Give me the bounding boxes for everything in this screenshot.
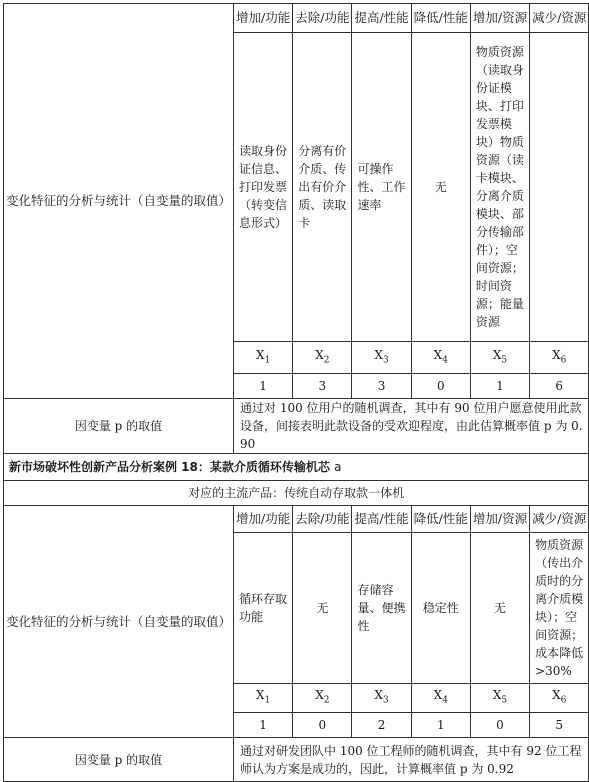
feature-description: 无 xyxy=(470,533,529,684)
col-header: 增加/功能 xyxy=(234,4,293,33)
variable-name: $X_4$ xyxy=(411,684,470,713)
variable-value: 6 xyxy=(530,374,589,399)
variable-name: $X_4$ xyxy=(411,342,470,374)
dependent-text: 通过对 100 位用户的随机调查，其中有 90 位用户愿意使用此款设备，间接表明此款设备的受欢迎程度，由此估算概率值 p 为 0.90 xyxy=(234,399,589,454)
feature-description: 可操作性、工作速率 xyxy=(352,33,411,342)
variable-name: $X_3$ xyxy=(352,342,411,374)
feature-description xyxy=(530,33,589,342)
variable-name: $X_6$ xyxy=(530,342,589,374)
case-title: 新市场破坏性创新产品分析案例 18：某款介质循环传输机芯 a xyxy=(4,454,589,481)
variable-name: $X_5$ xyxy=(470,342,529,374)
row-label: 变化特征的分析与统计（自变量的取值） xyxy=(4,506,234,738)
dependent-label: 因变量 p 的取值 xyxy=(4,399,234,454)
col-header: 去除/功能 xyxy=(293,4,352,33)
feature-description: 存储容量、便携性 xyxy=(352,533,411,684)
col-header: 提高/性能 xyxy=(352,506,411,533)
col-header: 降低/性能 xyxy=(411,4,470,33)
feature-description: 无 xyxy=(293,533,352,684)
feature-description: 物质资源（传出介质时的分离介质模块）；空间资源；成本降低>30% xyxy=(530,533,589,684)
variable-value: 0 xyxy=(470,713,529,738)
dependent-row xyxy=(4,738,589,782)
variable-value: 3 xyxy=(352,374,411,399)
variable-value: 5 xyxy=(530,713,589,738)
variable-value: 1 xyxy=(234,374,293,399)
header-row xyxy=(4,4,589,33)
col-header: 增加/资源 xyxy=(470,506,529,533)
product-row xyxy=(4,481,589,506)
row-label: 变化特征的分析与统计（自变量的取值） xyxy=(4,4,234,399)
variable-value: 0 xyxy=(411,374,470,399)
variable-value: 0 xyxy=(293,713,352,738)
variable-name: $X_6$ xyxy=(530,684,589,713)
col-header: 减少/资源 xyxy=(530,4,589,33)
feature-description: 循环存取功能 xyxy=(234,533,293,684)
dependent-label: 因变量 p 的取值 xyxy=(4,738,234,782)
col-header: 减少/资源 xyxy=(530,506,589,533)
col-header: 增加/资源 xyxy=(470,4,529,33)
variable-name: $X_1$ xyxy=(234,684,293,713)
header-row xyxy=(4,506,589,533)
feature-description: 物质资源（读取身份证模块、打印发票模块）物质资源（读卡模块、分离介质模块、部分传输部件）；空间资源；时间资源；能量资源 xyxy=(470,33,529,342)
analysis-table xyxy=(3,3,589,782)
variable-name: $X_2$ xyxy=(293,684,352,713)
variable-value: 2 xyxy=(352,713,411,738)
variable-name: $X_5$ xyxy=(470,684,529,713)
feature-description: 稳定性 xyxy=(411,533,470,684)
dependent-row xyxy=(4,399,589,454)
feature-description: 无 xyxy=(411,33,470,342)
feature-description: 分离有价介质、传出有价介质、读取卡 xyxy=(293,33,352,342)
feature-description: 读取身份证信息、打印发票（转变信息形式） xyxy=(234,33,293,342)
variable-value: 1 xyxy=(234,713,293,738)
dependent-text: 通过对研发团队中 100 位工程师的随机调查，其中有 92 位工程师认为方案是成功的，因此，计算概率值 p 为 0.92 xyxy=(234,738,589,782)
variable-value: 1 xyxy=(470,374,529,399)
col-header: 去除/功能 xyxy=(293,506,352,533)
variable-name: $X_1$ xyxy=(234,342,293,374)
case-title-row xyxy=(4,454,589,481)
col-header: 降低/性能 xyxy=(411,506,470,533)
variable-value: 1 xyxy=(411,713,470,738)
col-header: 增加/功能 xyxy=(234,506,293,533)
col-header: 提高/性能 xyxy=(352,4,411,33)
variable-value: 3 xyxy=(293,374,352,399)
variable-name: $X_3$ xyxy=(352,684,411,713)
variable-name: $X_2$ xyxy=(293,342,352,374)
product-line: 对应的主流产品：传统自动存取款一体机 xyxy=(4,481,589,506)
